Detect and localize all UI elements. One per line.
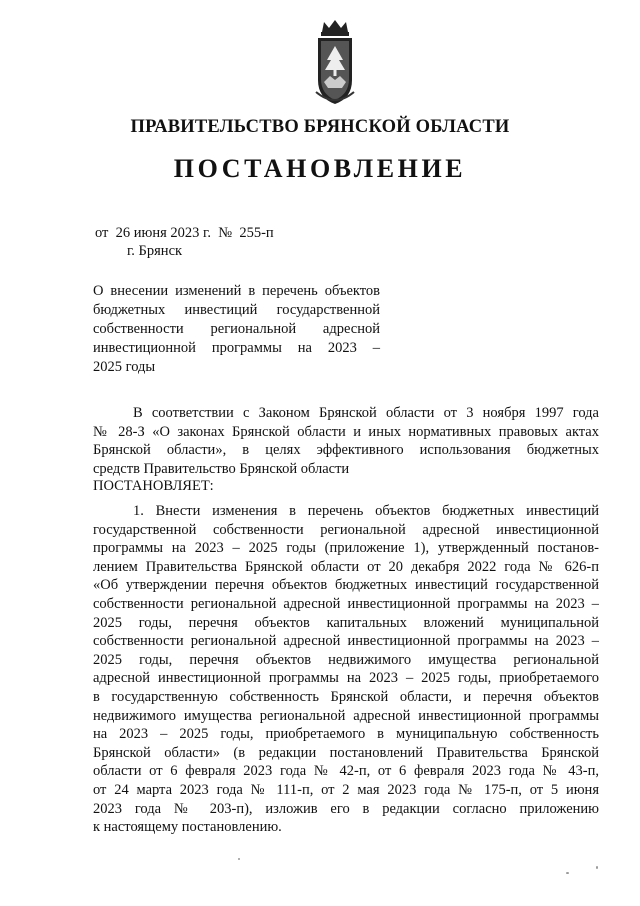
item-line: 2025 годы, перечня объектов недвижимого имущества региональной bbox=[93, 651, 599, 668]
item-line: области от 6 февраля 2023 года № 42-п, от 6 февраля 2023 года № 43-п, bbox=[93, 763, 599, 780]
decree-city: г. Брянск bbox=[127, 243, 183, 259]
bryansk-coat-of-arms-icon bbox=[312, 18, 358, 108]
item-line: программы на 2023 – 2025 годы (приложение 1), утвержденный постанов- bbox=[93, 540, 599, 557]
item-line: государственной собственности региональной адресной инвестиционной bbox=[93, 521, 599, 538]
preamble-line: средств Правительство Брянской области bbox=[93, 460, 350, 477]
item-line: собственности региональной адресной инвестиционной программы на 2023 – bbox=[93, 595, 599, 612]
item-line: «Об утверждении перечня объектов бюджетных инвестиций государственной bbox=[93, 577, 599, 594]
decree-date-number: от 26 июня 2023 г. № 255-п bbox=[95, 225, 274, 241]
item-line: от 24 марта 2023 года № 111-п, от 2 мая 2023 года № 175-п, от 5 июня bbox=[93, 781, 599, 798]
item-line: недвижимого имущества региональной адресной инвестиционной программы bbox=[93, 707, 599, 724]
item-line: адресной инвестиционной программы на 2023 – 2025 годы, приобретаемого bbox=[93, 670, 599, 687]
subject-line: 2025 годы bbox=[93, 359, 156, 375]
item-line: 2023 года № 203-п), изложив его в редакции согласно приложению bbox=[93, 800, 599, 817]
item-line: на 2023 – 2025 годы, приобретаемого в муниципальную собственность bbox=[93, 726, 599, 743]
scan-speck bbox=[566, 872, 569, 874]
scan-speck bbox=[238, 858, 240, 860]
resolve-heading: ПОСТАНОВЛЯЕТ: bbox=[93, 478, 214, 494]
subject-line: инвестиционной программы на 2023 – bbox=[93, 340, 380, 356]
preamble-paragraph bbox=[93, 404, 599, 478]
item-line: лением Правительства Брянской области от 20 декабря 2022 года № 626-п bbox=[93, 558, 599, 575]
government-title: ПРАВИТЕЛЬСТВО БРЯНСКОЙ ОБЛАСТИ bbox=[130, 117, 510, 137]
item-line: в государственную собственность Брянской области, и перечня объектов bbox=[93, 688, 599, 705]
preamble-line: № 28-З «О законах Брянской области и иных нормативных правовых актах bbox=[93, 423, 599, 440]
item-line: собственности региональной адресной инвестиционной программы на 2023 – bbox=[93, 633, 599, 650]
subject-line: бюджетных инвестиций государственной bbox=[93, 302, 380, 318]
preamble-line: Брянской области», в целях эффективного использования бюджетных bbox=[93, 442, 599, 459]
item-1-paragraph bbox=[93, 502, 599, 837]
item-line: Брянской области» (в редакции постановлений Правительства Брянской bbox=[93, 744, 599, 761]
subject-line: О внесении изменений в перечень объектов bbox=[93, 283, 380, 299]
item-line: к настоящему постановлению. bbox=[93, 819, 282, 836]
item-line: 1. Внести изменения в перечень объектов бюджетных инвестиций bbox=[133, 503, 599, 519]
preamble-line: В соответствии с Законом Брянской области от 3 ноября 1997 года bbox=[133, 405, 599, 421]
document-type-title: ПОСТАНОВЛЕНИЕ bbox=[173, 154, 467, 183]
subject-line: собственности региональной адресной bbox=[93, 321, 380, 337]
scan-speck bbox=[596, 866, 598, 869]
decree-subject bbox=[93, 282, 380, 377]
item-line: 2025 годы, перечня объектов капитальных вложений муниципальной bbox=[93, 614, 599, 631]
